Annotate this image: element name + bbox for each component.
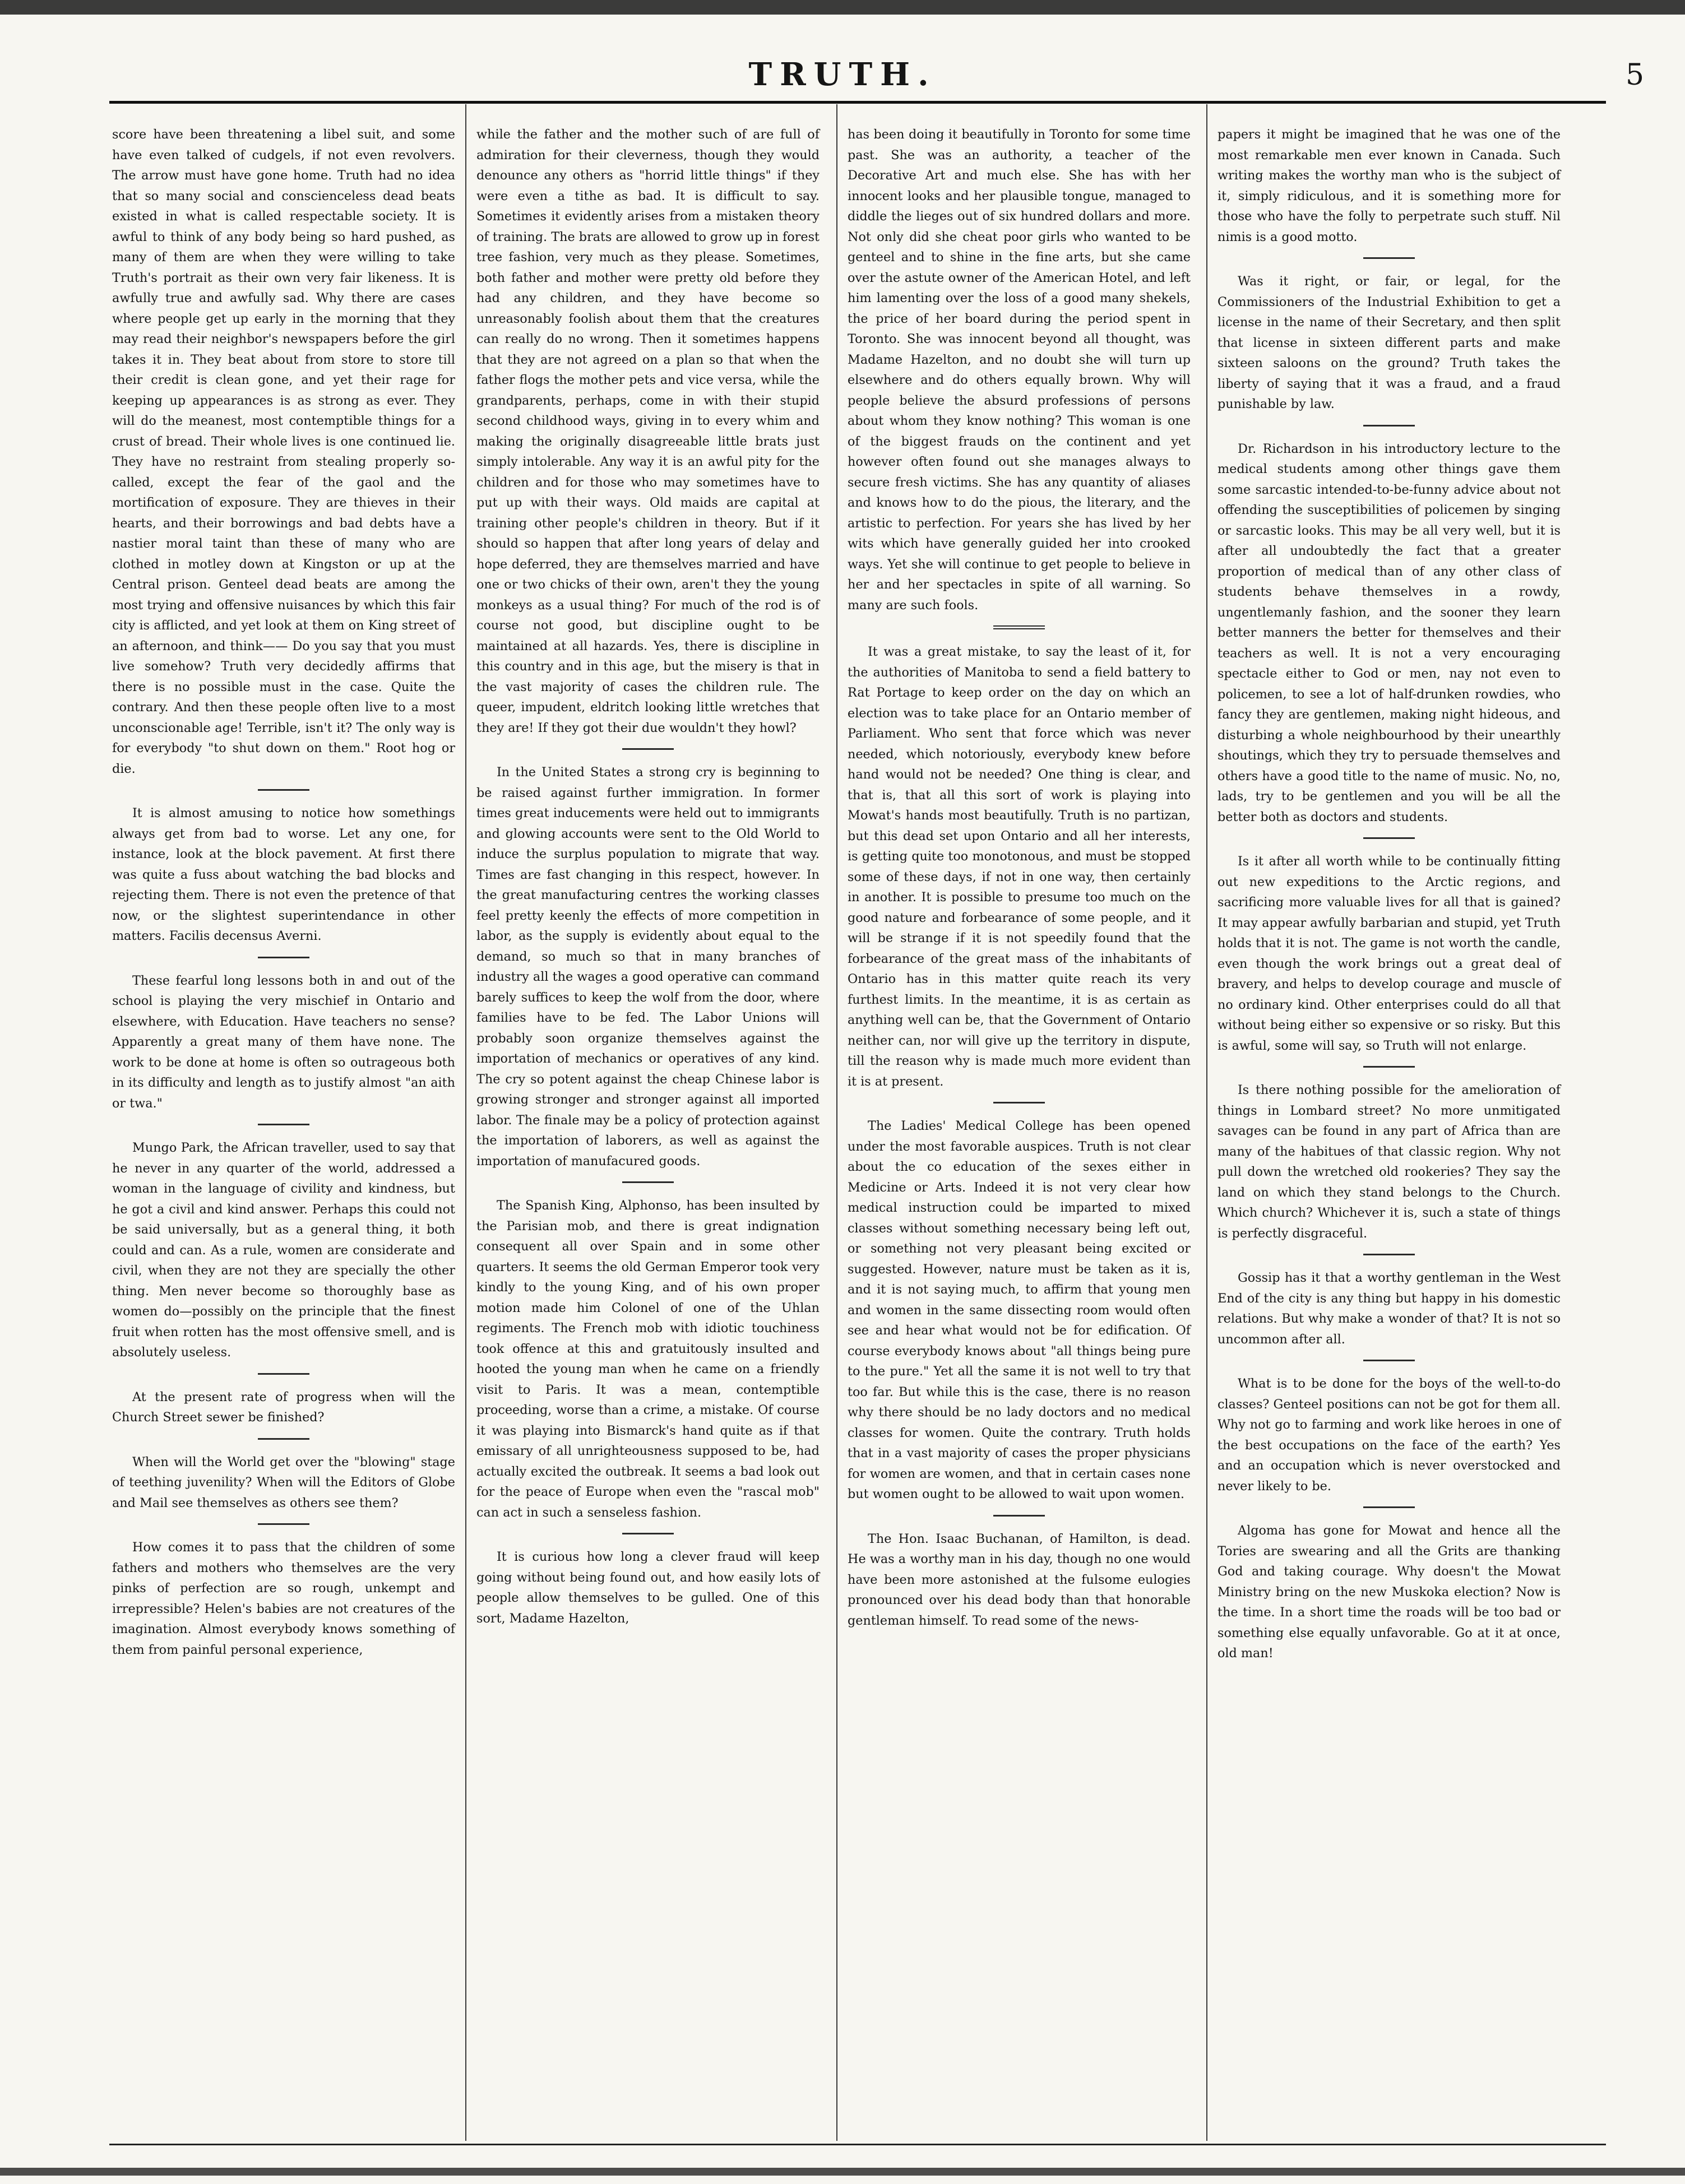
- article-paragraph: Gossip has it that a worthy gentleman in the West End of the city is any thing but happy in his domestic relations. But why make a wonder of that? It is not so uncommon after all.: [1218, 1270, 1561, 1347]
- article-separator: [258, 1438, 309, 1440]
- article-separator: [258, 957, 309, 958]
- article-separator: [1363, 425, 1415, 426]
- column-3: [848, 124, 1191, 1631]
- article-separator: [622, 1533, 674, 1534]
- article-separator: [1363, 257, 1415, 259]
- article-paragraph: What is to be done for the boys of the well-to-do classes? Genteel positions can not be got for them all. Why not go to farming and work like heroes in one of the best occupations on the face of the earth? Yes and an occupation which is never overstocked and never likely to be.: [1218, 1376, 1561, 1494]
- article-separator: [258, 789, 309, 791]
- article-paragraph: These fearful long lessons both in and out of the school is playing the very mischief in Ontario and elsewhere, with Education. Have teachers no sense? Apparently a great many of them have none. The work to be done at home is often so outrageous both in its difficulty and length as to justify almost "an aith or twa.": [112, 973, 455, 1111]
- article-paragraph: In the United States a strong cry is beginning to be raised against further immigration. In former times great inducements were held out to immigrants and glowing accounts were sent to the Old World to induce the surplus population to migrate that way. Times are fast changing in this respect, however. In the great manufacturing centres the working classes feel pretty keenly the effects of more competition in labor, as the supply is evidently about equal to the demand, so much so that in many branches of industry all the wages a good operative can command barely suffices to keep the wolf from the door, where families have to be fed. The Labor Unions will probably soon organize themselves against the importation of mechanics or operatives of any kind. The cry so potent against the cheap Chinese labor is growing stronger and stronger against all imported labor. The finale may be a policy of protection against the importation of laborers, as well as against the importation of manufacured goods.: [476, 765, 820, 1168]
- article-separator: [993, 1102, 1045, 1103]
- article-separator: [1363, 837, 1415, 839]
- article-paragraph: score have been threatening a libel suit, and some have even talked of cudgels, if not even revolvers. The arrow must have gone home. Truth had no idea that so many social and conscienceless dead beats existed in what is called respectable society. It is awful to think of any body being so hard pushed, as many of them are when they were willing to take Truth's portrait as their own very fair likeness. It is awfully true and awfully sad. Why there are cases where people get up early in the morning that they may read their neighbor's newspapers before the girl takes it in. They beat about from store to store till their credit is clean gone, and yet their rage for keeping up appearances is as strong as ever. They will do the meanest, most contemptible things for a crust of bread. Their whole lives is one continued lie. They have no restraint from stealing properly so-called, except the fear of the gaol and the mortification of exposure. They are thieves in their hearts, and their borrowings and bad debts have a nastier moral taint than these of many who are clothed in motley down at Kingston or up at the Central prison. Genteel dead beats are among the most trying and offensive nuisances by which this fair city is afflicted, and yet look at them on King street of an afternoon, and think—— Do you say that you must live somehow? Truth very decidedly affirms that there is no possible must in the case. Quite the contrary. And then these people often live to a most unconscionable age! Terrible, isn't it? The only way is for everybody "to shut down on them." Root hog or die.: [112, 127, 455, 776]
- column-divider: [1206, 104, 1207, 2141]
- article-paragraph: The Hon. Isaac Buchanan, of Hamilton, is dead. He was a worthy man in his day, though no one would have been more astonished at the fulsome eulogies pronounced over his dead body than that honorable gentleman himself. To read some of the news-: [848, 1531, 1191, 1628]
- column-divider: [465, 104, 466, 2141]
- article-paragraph: How comes it to pass that the children of some fathers and mothers who themselves are the very pinks of perfection are so rough, unkempt and irrepressible? Helen's babies are not creatures of the imagination. Almost everybody knows something of them from painful personal experience,: [112, 1540, 455, 1657]
- article-paragraph: It was a great mistake, to say the least of it, for the authorities of Manitoba to send a field battery to Rat Portage to keep order on the day on which an election was to take place for an Ontario member of Parliament. Who sent that force which was never needed, which notoriously, everybody knew before hand would not be needed? One thing is clear, and that is, that all this sort of work is playing into Mowat's hands most beautifully. Truth is no partizan, but this dead set upon Ontario and all her interests, is getting quite too monotonous, and must be stopped some of these days, if not in one way, then certainly in another. It is possible to presume too much on the good nature and forbearance of some people, and it will be strange if it is not speedily found that the forbearance of the great mass of the inhabitants of Ontario has in this matter quite reach its very furthest limits. In the meantime, it is as certain as anything well can be, that the Government of Ontario neither can, nor will give up the territory in dispute, till the reason why is made much more evident than it is at present.: [848, 644, 1191, 1089]
- page-number: 5: [1626, 58, 1645, 92]
- article-paragraph: papers it might be imagined that he was one of the most remarkable men ever known in Canada. Such writing makes the worthy man who is the subject of it, simply ridiculous, and it is something more for those who have the folly to perpetrate such stuff. Nil nimis is a good motto.: [1218, 127, 1561, 244]
- article-paragraph: while the father and the mother such of are full of admiration for their cleverness, though they would denounce any others as "horrid little things" if they were even a tithe as bad. It is difficult to say. Sometimes it evidently arises from a mistaken theory of training. The brats are allowed to grow up in forest tree fashion, very much as they please. Sometimes, both father and mother were pretty old before they had any children, and they have become so unreasonably foolish about them that the creatures can really do no wrong. Then it sometimes happens that they are not agreed on a plan so that when the father flogs the mother pets and vice versa, while the grandparents, perhaps, come in with their stupid second childhood ways, giving in to every whim and making the originally disagreeable little brats just simply intolerable. Any way it is an awful pity for the children and for those who may sometimes have to put up with their ways. Old maids are capital at training other people's children in theory. But if it should so happen that after long years of delay and hope deferred, they are themselves married and have one or two chicks of their own, aren't they the young monkeys as a usual thing? For much of the rod is of course not good, but discipline ought to be maintained at all hazards. Yes, there is discipline in this country and in this age, but the misery is that in the vast majority of cases the children rule. The queer, impudent, eldritch looking little wretches that they are! If they got their due wouldn't they howl?: [476, 127, 820, 735]
- article-separator: [993, 625, 1045, 629]
- masthead-rule: [109, 101, 1606, 104]
- article-paragraph: has been doing it beautifully in Toronto for some time past. She was an authority, a teacher of the Decorative Art and much else. She has with her innocent looks and her plausible tongue, managed to diddle the lieges out of six hundred dollars and more. Not only did she cheat poor girls who wanted to be genteel and to shine in the fine arts, but she came over the astute owner of the American Hotel, and left him lamenting over the loss of a good many shekels, the price of her board during the period spent in Toronto. She was innocent beyond all thought, was Madame Hazelton, and no doubt she will turn up elsewhere and do others equally brown. Why will people believe the absurd professions of persons about whom they know nothing? This woman is one of the biggest frauds on the continent and yet however often found out she manages always to secure fresh victims. She has any quantity of aliases and knows how to do the pious, the literary, and the artistic to perfection. For years she has lived by her wits which have generally guided her into crooked ways. Yet she will continue to get people to believe in her and her spectacles in spite of all warning. So many are such fools.: [848, 127, 1191, 613]
- article-separator: [258, 1373, 309, 1375]
- column-1: [112, 124, 455, 1660]
- article-paragraph: The Spanish King, Alphonso, has been insulted by the Parisian mob, and there is great indignation consequent all over Spain and in some other quarters. It seems the old German Emperor took very kindly to the young King, and of his own proper motion made him Colonel of one of the Uhlan regiments. The French mob with idiotic touchiness took offence at this and gratuitously insulted and hooted the young man when he came on a friendly visit to Paris. It was a mean, contemptible proceeding, worse than a crime, a mistake. Of course it was playing into Bismarck's hand quite as if that emissary of all unrighteousness supposed to be, had actually excited the outbreak. It seems a bad look out for the peace of Europe when even the "rascal mob" can act in such a senseless fashion.: [476, 1198, 820, 1520]
- article-separator: [993, 1515, 1045, 1517]
- article-separator: [1363, 1360, 1415, 1361]
- article-paragraph: Is there nothing possible for the amelioration of things in Lombard street? No more unmitigated savages can be found in any part of Africa than are many of the habitues of that classic region. Why not pull down the wretched old rookeries? They say the land on which they stand belongs to the Church. Which church? Whichever it is, such a state of things is perfectly disgraceful.: [1218, 1083, 1561, 1241]
- article-paragraph: When will the World get over the "blowing" stage of teething juvenility? When will the Editors of Globe and Mail see themselves as others see them?: [112, 1454, 455, 1510]
- article-separator: [1363, 1066, 1415, 1068]
- article-separator: [258, 1523, 309, 1525]
- column-divider: [836, 104, 837, 2141]
- article-paragraph: At the present rate of progress when will the Church Street sewer be finished?: [112, 1389, 455, 1425]
- page-edge-top: [0, 0, 1685, 15]
- page-edge-bottom: [0, 2168, 1685, 2176]
- column-4: [1218, 124, 1561, 1664]
- article-separator: [1363, 1506, 1415, 1508]
- article-paragraph: It is almost amusing to notice how somethings always get from bad to worse. Let any one, for instance, look at the block pavement. At first there was quite a fuss about watching the bad blocks and rejecting them. There is not even the pretence of that now, or the slightest superintendance in other matters. Facilis decensus Averni.: [112, 806, 455, 943]
- column-2: [476, 124, 820, 1629]
- article-separator: [1363, 1254, 1415, 1255]
- article-paragraph: Was it right, or fair, or legal, for the Commissioners of the Industrial Exhibition to get a license in the name of their Secretary, and then split that license in sixteen different parts and make sixteen saloons on the ground? Truth takes the liberty of saying that it was a fraud, and a fraud punishable by law.: [1218, 274, 1561, 411]
- article-paragraph: Is it after all worth while to be continually fitting out new expeditions to the Arctic regions, and sacrificing more valuable lives for all that is gained? It may appear awfully barbarian and stupid, yet Truth holds that it is not. The game is not worth the candle, even though the work brings out a great deal of bravery, and helps to develop courage and muscle of no ordinary kind. Other enterprises could do all that without being either so expensive or so risky. But this is awful, some will say, so Truth will not enlarge.: [1218, 854, 1561, 1053]
- article-separator: [622, 748, 674, 750]
- article-paragraph: Mungo Park, the African traveller, used to say that he never in any quarter of the world, addressed a woman in the language of civility and kindness, but he got a civil and kind answer. Perhaps this could not be said universally, but as a general thing, it both could and can. As a rule, women are considerate and civil, when they are not they are specially the other thing. Men never become so thoroughly base as women do—possibly on the principle that the finest fruit when rotten has the most offensive smell, and is absolutely useless.: [112, 1140, 455, 1360]
- bottom-rule: [109, 2144, 1606, 2145]
- article-paragraph: Dr. Richardson in his introductory lecture to the medical students among other things gave them some sarcastic intended-to-be-funny advice about not offending the susceptibilities of policemen by singing or sarcastic looks. This may be all very well, but it is after all undoubtedly the fact that a greater proportion of medical than of any other class of students behave themselves in a rowdy, ungentlemanly fashion, and the sooner they learn better manners the better for themselves and their teachers as well. It is not a very encouraging spectacle either to God or men, nay not even to policemen, to see a lot of half-drunken rowdies, who fancy they are gentlemen, making night hideous, and disturbing a whole neighbourhood by their unearthly shoutings, which they try to persuade themselves and others have a good title to the name of music. No, no, lads, try to be gentlemen and you will be all the better both as doctors and students.: [1218, 441, 1561, 824]
- article-separator: [258, 1124, 309, 1125]
- masthead: TRUTH.: [748, 56, 937, 93]
- article-paragraph: Algoma has gone for Mowat and hence all the Tories are swearing and all the Grits are thanking God and taking courage. Why doesn't the Mowat Ministry bring on the new Muskoka election? Now is the time. In a short time the roads will be too bad or something else equally unfavorable. Go at it at once, old man!: [1218, 1523, 1561, 1661]
- article-paragraph: The Ladies' Medical College has been opened under the most favorable auspices. Truth is not clear about the co education of the sexes either in Medicine or Arts. Indeed it is not very clear how medical instruction could be imparted to mixed classes without something necessary being left out, or something not very pleasant being excited or suggested. However, nature must be taken as it is, and it is not saying much, to affirm that young men and women in the same dissecting room would often see and hear what would not be for edification. Of course everybody knows about "all things being pure to the pure." Yet all the same it is not well to try that too far. But while this is the case, there is no reason why there should be no lady doctors and no medical classes for women. Quite the contrary. Truth holds that in a vast majority of cases the proper physicians for women are women, and that in certain cases none but women ought to be allowed to wait upon women.: [848, 1119, 1191, 1501]
- article-separator: [622, 1181, 674, 1183]
- article-paragraph: It is curious how long a clever fraud will keep going without being found out, and how easily lots of people allow themselves to be gulled. One of this sort, Madame Hazelton,: [476, 1550, 820, 1626]
